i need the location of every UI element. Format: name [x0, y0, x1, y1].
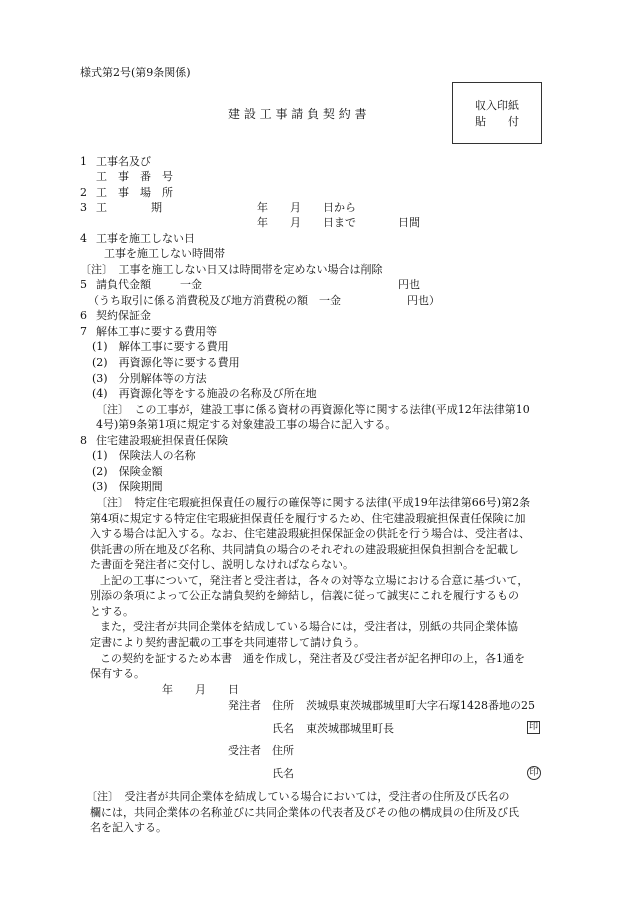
orderer-address-label: 住所 — [272, 699, 294, 712]
contract-date: 年 月 日 — [162, 683, 239, 696]
item-2-number: 2 — [80, 186, 87, 199]
orderer-name: 東茨城郡城里町長 — [306, 722, 394, 735]
item-8-note-4: 供託書の所在地及び名称、共同請負の場合のそれぞれの建設瑕疵担保負担割合を記載し — [90, 543, 519, 556]
item-8-note-5: た書面を発注者に交付し、説明しなければならない。 — [90, 558, 354, 571]
item-8-note-1: 〔注〕 特定住宅瑕疵担保責任の履行の確保等に関する法律(平成19年法律第66号)第2条 — [96, 496, 531, 509]
body-p1-line2: 別添の条項によって公正な請負契約を締結し，信義に従って誠実にこれを履行するもの — [90, 589, 519, 602]
item-3-to: 年 月 日まで — [257, 216, 356, 229]
item-4-number: 4 — [80, 232, 87, 245]
item-5-kin: 一金 — [180, 278, 202, 291]
item-7-note-2: 4号)第9条第1項に規定する対象建設工事の場合に記入する。 — [96, 418, 397, 431]
footnote-line1: 〔注〕 受注者が共同企業体を結成している場合においては，受注者の住所及び氏名の — [86, 790, 510, 803]
body-p1-line3: とする。 — [90, 605, 134, 618]
item-4-label-b: 工事を施工しない時間帯 — [104, 247, 225, 260]
body-p3-line1: この契約を証するため本書 通を作成し，発注者及び受注者が記名押印の上，各1通を — [100, 652, 525, 665]
stamp-label-1: 収入印紙 — [475, 99, 519, 112]
item-7-sub-3: (3) 分別解体等の方法 — [92, 372, 207, 385]
item-3-days: 日間 — [398, 216, 420, 229]
item-3-number: 3 — [80, 201, 87, 214]
item-1-label-a: 工事名及び — [96, 155, 151, 168]
item-5-tax: （うち取引に係る消費税及び地方消費税の額 一金 円也） — [88, 294, 440, 307]
seal-square-icon: 印 — [528, 722, 538, 732]
contractor-label: 受注者 — [228, 744, 261, 757]
item-8-number: 8 — [80, 434, 87, 447]
orderer-address: 茨城県東茨城郡城里町大字石塚1428番地の25 — [306, 699, 535, 712]
contractor-address-label: 住所 — [272, 744, 294, 757]
item-1-number: 1 — [80, 155, 87, 168]
item-5-label: 請負代金額 — [96, 278, 151, 291]
orderer-name-label: 氏名 — [272, 722, 294, 735]
item-8-note-2: 第4項に規定する特定住宅瑕疵担保責任を履行するため、住宅建設瑕疵担保責任保険に加 — [90, 512, 526, 525]
form-number: 様式第2号(第9条関係) — [80, 66, 191, 79]
item-8-note-3: 入する場合は記入する。なお、住宅建設瑕疵担保保証金の供託を行う場合は、受注者は、 — [90, 527, 530, 540]
item-4-note: 〔注〕 工事を施工しない日又は時間帯を定めない場合は削除 — [80, 263, 383, 276]
item-6-label: 契約保証金 — [96, 309, 151, 322]
contractor-name-label: 氏名 — [272, 767, 294, 780]
item-4-label-a: 工事を施工しない日 — [96, 232, 195, 245]
page-title: 建 設 工 事 請 負 契 約 書 — [228, 107, 367, 121]
body-p2-line2: 定書により契約書記載の工事を共同連帯して請け負う。 — [90, 636, 365, 649]
item-1-label-b: 工 事 番 号 — [96, 170, 173, 183]
orderer-label: 発注者 — [228, 699, 261, 712]
item-7-sub-4: (4) 再資源化等をする施設の名称及び所在地 — [92, 387, 317, 400]
item-2-label: 工 事 場 所 — [96, 186, 173, 199]
item-8-label: 住宅建設瑕疵担保責任保険 — [96, 434, 228, 447]
item-7-sub-2: (2) 再資源化等に要する費用 — [92, 356, 240, 369]
stamp-label-2: 貼 付 — [475, 115, 519, 128]
item-8-sub-3: (3) 保険期間 — [92, 480, 163, 493]
stamp-box — [452, 82, 542, 144]
item-3-label: 工 期 — [96, 201, 162, 214]
item-7-sub-1: (1) 解体工事に要する費用 — [92, 340, 229, 353]
item-8-sub-2: (2) 保険金額 — [92, 465, 163, 478]
item-5-yen: 円也 — [398, 278, 420, 291]
footnote-line2: 欄には，共同企業体の名称並びに共同企業体の代表者及びその他の構成員の住所及び氏 — [90, 806, 519, 819]
body-p3-line2: 保有する。 — [90, 667, 145, 680]
item-7-note-1: 〔注〕 この工事が，建設工事に係る資材の再資源化等に関する法律(平成12年法律第10 — [96, 403, 530, 416]
item-7-label: 解体工事に要する費用等 — [96, 325, 217, 338]
body-p2-line1: また，受注者が共同企業体を結成している場合には，受注者は，別紙の共同企業体協 — [100, 620, 518, 633]
item-3-from: 年 月 日から — [257, 201, 356, 214]
seal-round-icon: 印 — [527, 766, 541, 780]
item-6-number: 6 — [80, 309, 87, 322]
body-p1-line1: 上記の工事について，発注者と受注者は，各々の対等な立場における合意に基づいて， — [100, 574, 529, 587]
item-5-number: 5 — [80, 278, 87, 291]
item-7-number: 7 — [80, 325, 87, 338]
footnote-line3: 名を記入する。 — [90, 821, 167, 834]
item-8-sub-1: (1) 保険法人の名称 — [92, 449, 196, 462]
